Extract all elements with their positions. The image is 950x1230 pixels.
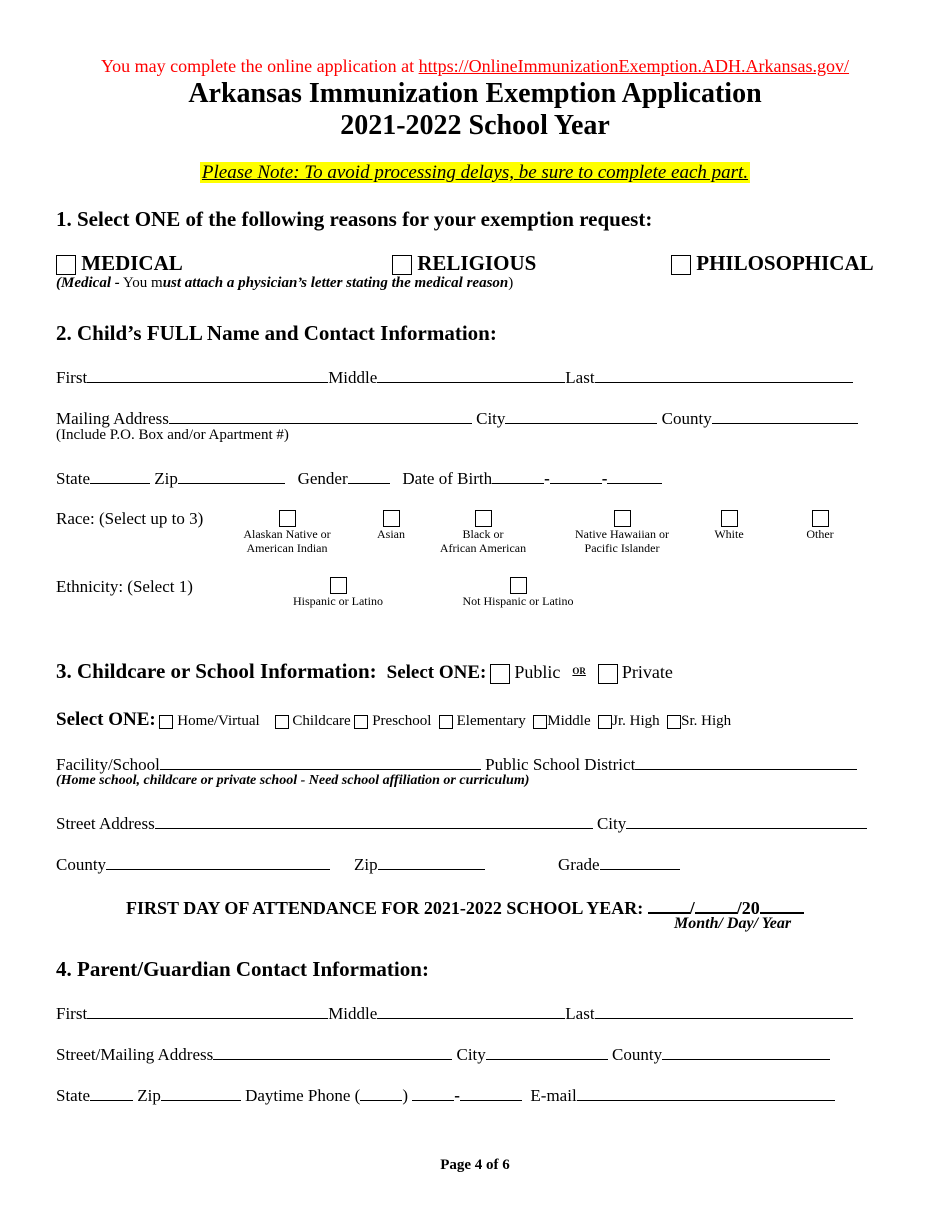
child-city-field[interactable] (505, 406, 657, 424)
parent-contact-row: State Zip Daytime Phone ( ) - E-mail (56, 1083, 835, 1106)
parent-middle-field[interactable] (377, 1001, 565, 1019)
level-childcare-checkbox[interactable] (275, 715, 289, 729)
race-other[interactable]: Other (790, 510, 850, 541)
ethnicity-not-hispanic-checkbox[interactable] (510, 577, 527, 594)
medical-checkbox[interactable] (56, 255, 76, 275)
religious-checkbox[interactable] (392, 255, 412, 275)
first-day-row: FIRST DAY OF ATTENDANCE FOR 2021-2022 SCHOOL YEAR: / /20 (126, 893, 804, 919)
facility-field[interactable] (160, 752, 481, 770)
child-gender-field[interactable] (348, 466, 390, 484)
child-middle-field[interactable] (377, 365, 565, 383)
phone-area-field[interactable] (360, 1083, 402, 1101)
processing-note-text: Please Note: To avoid processing delays, be sure to complete each part. (201, 162, 749, 183)
school-street-field[interactable] (155, 811, 593, 829)
level-home-checkbox[interactable] (159, 715, 173, 729)
phone-line-field[interactable] (460, 1083, 522, 1101)
race-label: Race: (Select up to 3) (56, 509, 204, 528)
parent-name-row: First Middle Last (56, 1001, 853, 1024)
parent-first-field[interactable] (87, 1001, 328, 1019)
online-notice (0, 56, 950, 77)
date-format-hint: Month/ Day/ Year (674, 915, 792, 932)
race-other-checkbox[interactable] (812, 510, 829, 527)
race-hawaiian-checkbox[interactable] (614, 510, 631, 527)
parent-street-field[interactable] (213, 1042, 452, 1060)
school-county-field[interactable] (106, 852, 330, 870)
ethnicity-label: Ethnicity: (Select 1) (56, 577, 193, 596)
dob-day-field[interactable] (550, 466, 602, 484)
parent-zip-field[interactable] (161, 1083, 241, 1101)
page-subtitle: 2021-2022 School Year (340, 110, 610, 141)
parent-last-field[interactable] (595, 1001, 853, 1019)
mailing-hint: (Include P.O. Box and/or Apartment #) (56, 427, 289, 443)
race-hawaiian[interactable]: Native Hawaiian or Pacific Islander (567, 510, 677, 555)
public-checkbox[interactable] (490, 664, 510, 684)
philosophical-checkbox[interactable] (671, 255, 691, 275)
first-day-month-field[interactable] (648, 893, 690, 914)
school-city-field[interactable] (626, 811, 867, 829)
section1-heading: 1. Select ONE of the following reasons for your exemption request: (56, 207, 653, 231)
section3-heading: 3. Childcare or School Information: (56, 659, 377, 683)
ethnicity-hispanic-checkbox[interactable] (330, 577, 347, 594)
race-alaskan-checkbox[interactable] (279, 510, 296, 527)
first-day-day-field[interactable] (695, 893, 737, 914)
section2-heading: 2. Child’s FULL Name and Contact Information: (56, 321, 497, 345)
grade-field[interactable] (600, 852, 680, 870)
school-zip-row: Zip (354, 852, 485, 875)
private-checkbox[interactable] (598, 664, 618, 684)
child-last-field[interactable] (595, 365, 853, 383)
race-white[interactable]: White (699, 510, 759, 541)
race-white-checkbox[interactable] (721, 510, 738, 527)
child-county-field[interactable] (712, 406, 858, 424)
dob-month-field[interactable] (492, 466, 544, 484)
section4-heading: 4. Parent/Guardian Contact Information: (56, 957, 429, 981)
phone-prefix-field[interactable] (412, 1083, 454, 1101)
child-mailing-field[interactable] (169, 406, 472, 424)
grade-row: Grade (558, 852, 680, 875)
child-state-row: State Zip Gender Date of Birth - - (56, 466, 662, 489)
child-first-field[interactable] (87, 365, 328, 383)
religious-label: RELIGIOUS (417, 251, 537, 275)
section3-heading-row: 3. Childcare or School Information: Select ONE: Public $^{OR}$ Private (56, 659, 673, 683)
parent-city-field[interactable] (486, 1042, 608, 1060)
level-row: Select ONE: Home/Virtual Childcare Preschool Elementary Middle Jr. High Sr. High (56, 709, 732, 730)
race-alaskan[interactable]: Alaskan Native or American Indian (237, 510, 337, 555)
philosophical-label: PHILOSOPHICAL (696, 251, 874, 275)
level-preschool-checkbox[interactable] (354, 715, 368, 729)
option-philosophical[interactable] (671, 251, 874, 276)
processing-note (0, 162, 950, 184)
parent-address-row: Street/Mailing Address City County (56, 1042, 830, 1065)
page-number: Page 4 of 6 (440, 1157, 510, 1173)
ethnicity-hispanic[interactable]: Hispanic or Latino (268, 577, 408, 608)
school-street-row: Street Address City (56, 811, 867, 834)
option-religious[interactable] (392, 251, 536, 276)
medical-note: (Medical - You must attach a physician’s letter stating the medical reason) (56, 275, 514, 291)
race-asian-checkbox[interactable] (383, 510, 400, 527)
facility-hint: (Home school, childcare or private school - Need school affiliation or curriculum) (56, 773, 530, 788)
option-medical[interactable] (56, 251, 183, 276)
level-middle-checkbox[interactable] (533, 715, 547, 729)
level-elementary-checkbox[interactable] (439, 715, 453, 729)
race-black[interactable]: Black or African American (433, 510, 533, 555)
online-prefix: You may complete the online application at (100, 56, 415, 76)
medical-label: MEDICAL (81, 251, 183, 275)
online-link[interactable]: https://OnlineImmunizationExemption.ADH.Arkansas.gov/ (418, 56, 850, 76)
child-name-row: First Middle Last (56, 365, 853, 388)
facility-row: Facility/School Public School District (56, 752, 857, 775)
parent-state-field[interactable] (90, 1083, 133, 1101)
race-black-checkbox[interactable] (475, 510, 492, 527)
school-county-row: County (56, 852, 330, 875)
level-srhigh-checkbox[interactable] (667, 715, 681, 729)
page-title: Arkansas Immunization Exemption Application (188, 78, 762, 109)
child-state-field[interactable] (90, 466, 150, 484)
dob-year-field[interactable] (607, 466, 662, 484)
district-field[interactable] (635, 752, 857, 770)
ethnicity-not-hispanic[interactable]: Not Hispanic or Latino (443, 577, 593, 608)
child-address-row: Mailing Address City County (56, 406, 858, 429)
parent-county-field[interactable] (662, 1042, 830, 1060)
level-jrhigh-checkbox[interactable] (598, 715, 612, 729)
race-asian[interactable]: Asian (361, 510, 421, 541)
parent-email-field[interactable] (577, 1083, 835, 1101)
child-zip-field[interactable] (178, 466, 285, 484)
first-day-year-field[interactable] (760, 893, 804, 914)
school-zip-field[interactable] (378, 852, 485, 870)
